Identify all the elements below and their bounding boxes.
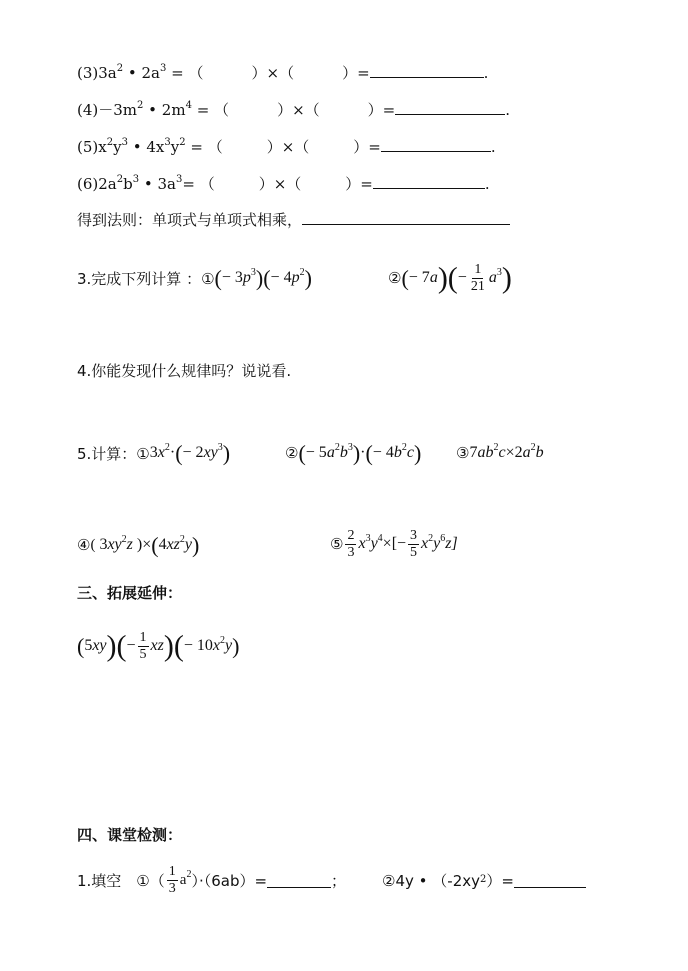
extension-expr: (5xy)(− $\frac{1}{5}$ $xz)(- 10x^2y)$ [77,629,240,662]
rule-statement: 得到法则：单项式与单项式相乘， [77,209,510,230]
question-4: 4.你能发现什么规律吗？说说看. [77,362,292,380]
section-4-title: 四、课堂检测： [77,826,183,844]
check-blank-1[interactable] [267,873,331,888]
q3-expr-1: (− $3p^3)(- 4p^2)$ [214,265,312,291]
q5-expr-3: ③ $7ab^2c\times 2a^2b$ [456,442,544,462]
q5-expr-2: ② (− $5a^2b^3)\cdot(- 4b^2c)$ [285,440,422,466]
check-blank-2[interactable] [514,873,586,888]
answer-blank-6[interactable] [373,174,485,189]
exercise-6: $(6)2a^2b^3$ • $3a^3=$ （ ）×（ ）= . [77,174,490,193]
exercise-3: $(3)3a^2$ • $2a^3$ = （ ）×（ ）= . [77,63,489,82]
answer-blank-3[interactable] [370,63,484,78]
exercise-4: $(4)-3m^2$ • $2m^4$ = （ ）×（ ）= . [77,100,510,119]
answer-blank-4[interactable] [395,100,505,115]
q5-expr-5: ⑤ $\frac{2}{3}$ $x^3y^4\times[-$ $\frac{3}{5}$ $x^2y^6z$] [330,527,458,560]
q3-expr-2: ② (− 7a)(− $\frac{1}{21}$ $a^3$) [388,261,512,294]
check-question-1: 1.填空 ①（ $\frac{1}{3}$ $a^2$ ）·（6ab）= ； ②4y • （-2xy 2 ）= [77,858,586,902]
answer-blank-5[interactable] [381,137,491,152]
section-3-title: 三、拓展延伸： [77,584,183,602]
q5-expr-1: $3x^2\cdot(- 2xy^3)$ [149,440,231,466]
exercise-5: $(5)x^2y^3$ • $4x^3y^2$ = （ ）×（ ）= . [77,137,496,156]
question-5: 5.计算：① $3x^2\cdot(- 2xy^3)$ [77,440,231,466]
q5-expr-4: ④ ( $3xy^2z$ )$\times(4xz^2y)$ [77,532,200,558]
rule-blank[interactable] [302,210,510,225]
question-3: 3.完成下列计算 ：① (− $3p^3)(- 4p^2)$ [77,265,312,291]
